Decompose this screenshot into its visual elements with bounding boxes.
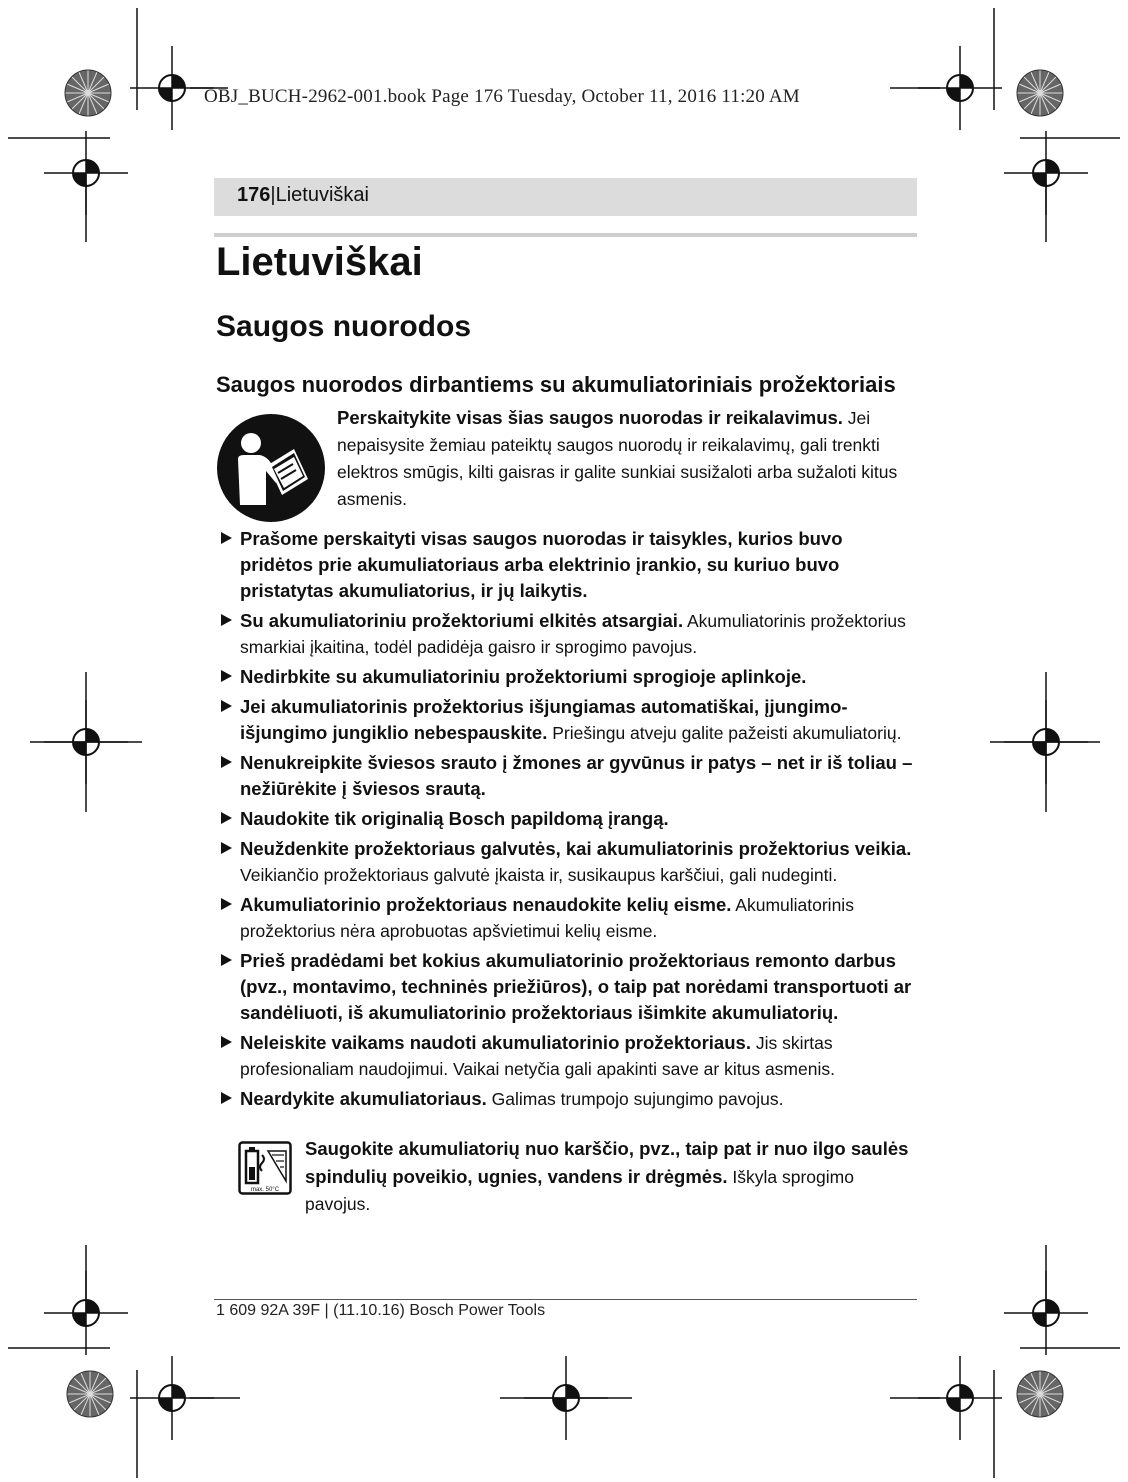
page-title: Lietuviškai (216, 240, 423, 284)
item-text: Akumuliatorinis prožektorius nėra aprobuotas apšvietimui kelių eisme. (240, 895, 854, 941)
page-number: 176 (237, 184, 271, 206)
list-item (220, 1086, 917, 1112)
safety-list (220, 526, 917, 1116)
item-bold: Akumuliatorinio prožektoriaus nenaudokite kelių eisme. (240, 894, 732, 915)
bullet-triangle-icon (221, 954, 232, 966)
item-bold: Jei akumuliatorinis prožektorius išjungiamas automatiškai, įjungimo-išjungimo jungiklio nebespauskite. (240, 696, 848, 743)
read-manual-icon (216, 413, 326, 523)
item-text: Akumuliatorinis prožektorius smarkiai įkaitina, todėl padidėja gaisro ir sprogimo pavojus. (240, 611, 906, 657)
section-title: Saugos nuorodos (216, 310, 471, 343)
heat-icon-caption: max. 50°C (250, 1187, 280, 1193)
heat-warning-text: Iškyla sprogimo pavojus. (305, 1167, 854, 1214)
subsection-title: Saugos nuorodos dirbantiems su akumuliatoriniais prožektoriais (216, 372, 896, 397)
list-item (220, 806, 917, 832)
item-bold: Prieš pradėdami bet kokius akumuliatorinio prožektoriaus remonto darbus (pvz., montavimo, techninės priežiūros), o taip pat norėdami transportuoti ar sandėliuoti, iš akumuliatorinio prožektoriaus išimkite akumuliatorių. (240, 950, 912, 1023)
item-text: Priešingu atveju galite pažeisti akumuliatorių. (547, 723, 902, 743)
footer-rule (214, 1299, 917, 1300)
page-header (237, 184, 369, 207)
list-item (220, 750, 917, 802)
intro-bold: Perskaitykite visas šias saugos nuorodas ir reikalavimus. (337, 407, 843, 428)
header-language: Lietuviškai (275, 184, 369, 206)
list-item (220, 836, 917, 888)
header-rule (214, 233, 917, 237)
list-item (220, 892, 917, 944)
page-footer: 1 609 92A 39F | (11.10.16) Bosch Power Tools (216, 1302, 546, 1319)
list-item (220, 608, 917, 660)
item-bold: Neuždenkite prožektoriaus galvutės, kai akumuliatorinis prožektorius veikia. (240, 838, 912, 859)
item-text: Veikiančio prožektoriaus galvutė įkaista ir, susikaupus karščiui, gali nudeginti. (240, 865, 838, 885)
item-bold: Su akumuliatoriniu prožektoriumi elkitės atsargiai. (240, 610, 684, 631)
item-text: Jis skirtas profesionaliam naudojimui. Vaikai netyčia gali apakinti save ar kitus asmenis. (240, 1033, 835, 1079)
intro-paragraph (337, 404, 917, 513)
header-separator: | (270, 184, 276, 206)
battery-heat-warning-icon (238, 1141, 292, 1195)
bullet-triangle-icon (221, 842, 232, 854)
bullet-triangle-icon (221, 756, 232, 768)
list-item (220, 948, 917, 1026)
bullet-triangle-icon (221, 700, 232, 712)
bullet-triangle-icon (221, 532, 232, 544)
print-slug: OBJ_BUCH-2962-001.book Page 176 Tuesday, October 11, 2016 11:20 AM (204, 86, 800, 107)
bullet-triangle-icon (221, 1092, 232, 1104)
list-item (220, 1030, 917, 1082)
list-item (220, 526, 917, 604)
bullet-triangle-icon (221, 812, 232, 824)
bullet-triangle-icon (221, 898, 232, 910)
bullet-triangle-icon (221, 670, 232, 682)
item-text: Galimas trumpojo sujungimo pavojus. (486, 1089, 784, 1109)
item-bold: Neleiskite vaikams naudoti akumuliatorinio prožektoriaus. (240, 1032, 751, 1053)
bullet-triangle-icon (221, 1036, 232, 1048)
list-item (220, 664, 917, 690)
item-bold: Naudokite tik originalią Bosch papildomą įrangą. (240, 808, 669, 829)
item-bold: Prašome perskaityti visas saugos nuorodas ir taisykles, kurios buvo pridėtos prie akumuliatoriaus arba elektrinio įrankio, su kuriuo buvo pristatytas akumuliatorius, ir jų laikytis. (240, 528, 843, 601)
heat-warning-paragraph (305, 1135, 917, 1218)
list-item (220, 694, 917, 746)
heat-warning-bold: Saugokite akumuliatorių nuo karščio, pvz., taip pat ir nuo ilgo saulės spindulių poveikio, ugnies, vandens ir drėgmės. (305, 1138, 909, 1187)
intro-text: Jei nepaisysite žemiau pateiktų saugos nuorodų ir reikalavimų, gali trenkti elektros smūgis, kilti gaisras ir galite sunkiai susižaloti arba sužaloti kitus asmenis. (337, 408, 898, 509)
item-bold: Neardykite akumuliatoriaus. (240, 1088, 487, 1109)
item-bold: Nenukreipkite šviesos srauto į žmones ar gyvūnus ir patys – net ir iš toliau – nežiūrėkite į šviesos srautą. (240, 752, 913, 799)
item-bold: Nedirbkite su akumuliatoriniu prožektoriumi sprogioje aplinkoje. (240, 666, 807, 687)
bullet-triangle-icon (221, 614, 232, 626)
